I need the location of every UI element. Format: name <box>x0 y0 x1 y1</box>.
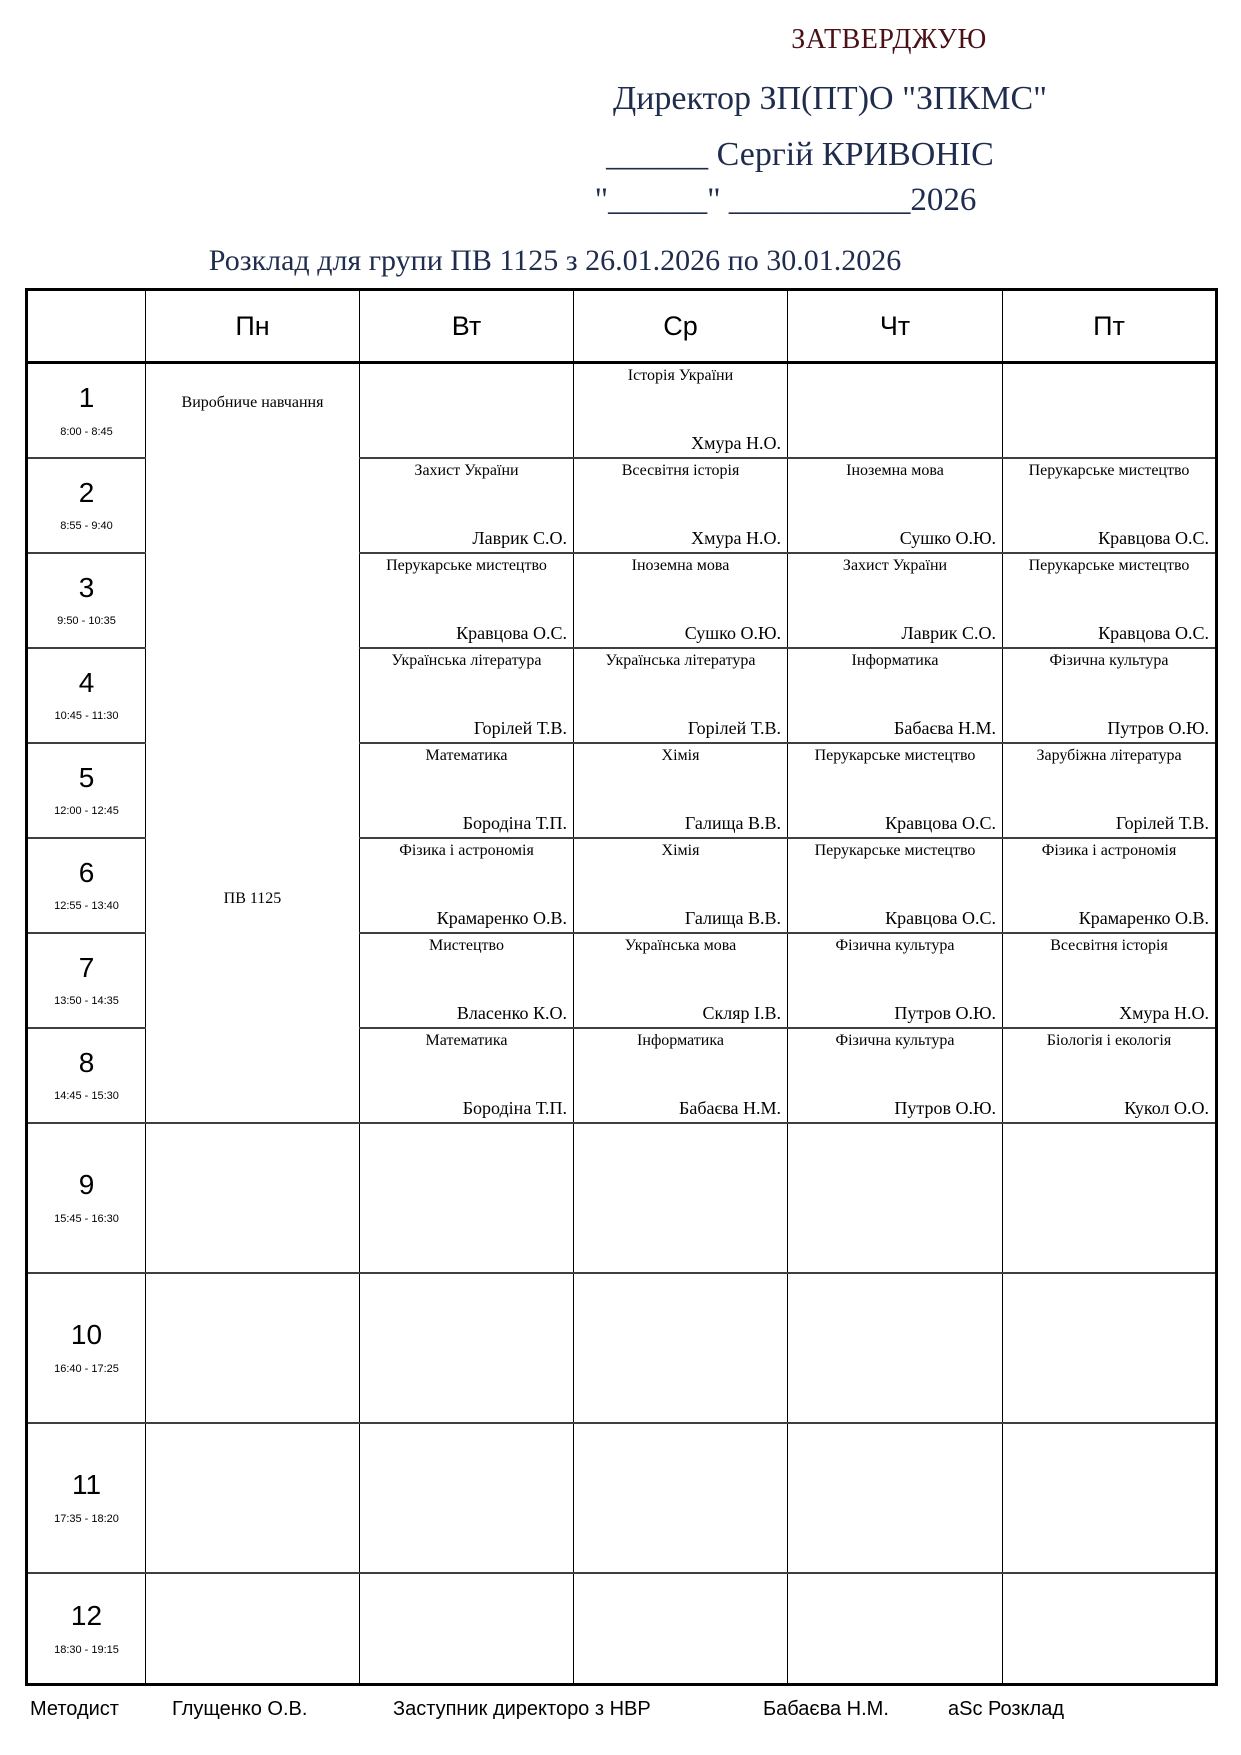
period-number: 9 <box>78 1169 95 1201</box>
lesson-subject: Інформатика <box>637 1031 724 1049</box>
lesson-cell-empty <box>574 1273 788 1423</box>
lesson-cell-empty <box>360 1423 574 1573</box>
lesson-cell <box>360 838 574 933</box>
lesson-teacher: Кравцова О.С. <box>1098 622 1209 643</box>
period-row-1 <box>27 363 1217 458</box>
lesson-cell-empty <box>360 1573 574 1685</box>
period-number: 2 <box>78 476 95 508</box>
lesson-subject: Фізика і астрономія <box>399 841 534 859</box>
lesson-cell-empty <box>146 1423 360 1573</box>
period-cell-10 <box>27 1273 146 1423</box>
period-cell-6 <box>27 838 146 933</box>
lesson-cell-empty <box>788 1423 1003 1573</box>
period-cell-3 <box>27 553 146 648</box>
director-title-line: Директор ЗП(ПТ)О "ЗПКМС" <box>613 80 1047 117</box>
lesson-cell <box>788 933 1003 1028</box>
lesson-subject: Фізика і астрономія <box>1041 841 1177 859</box>
lesson-teacher: Крамаренко О.В. <box>436 907 567 928</box>
footer-role-deputy-director: Заступник директоро з НВР <box>393 1698 651 1720</box>
lesson-cell <box>788 553 1003 648</box>
lesson-subject: Перукарське мистецтво <box>814 841 976 859</box>
lesson-teacher: Хмура Н.О. <box>1119 1002 1209 1023</box>
footer-deputy-director-name: Бабаєва Н.М. <box>763 1698 889 1720</box>
lesson-cell <box>1003 933 1217 1028</box>
signature-footer <box>0 1698 1241 1728</box>
period-row-11 <box>27 1423 1217 1573</box>
period-number: 11 <box>71 1469 102 1501</box>
lesson-cell-empty <box>574 1573 788 1685</box>
lesson-cell <box>788 1028 1003 1123</box>
lesson-subject: Українська література <box>605 651 756 669</box>
lesson-cell-empty <box>146 1273 360 1423</box>
lesson-subject: Зарубіжна література <box>1036 746 1182 764</box>
asc-timetables-brand: aSc Розклад <box>948 1698 1064 1720</box>
day-header-fri: Пт <box>1003 290 1217 363</box>
lesson-subject: Перукарське мистецтво <box>1028 556 1190 574</box>
lesson-cell <box>788 648 1003 743</box>
lesson-cell-empty <box>360 1273 574 1423</box>
lesson-subject: Перукарське мистецтво <box>814 746 976 764</box>
period-cell-11 <box>27 1423 146 1573</box>
period-cell-12 <box>27 1573 146 1685</box>
lesson-cell-empty <box>574 1423 788 1573</box>
period-cell-4 <box>27 648 146 743</box>
period-cell-9 <box>27 1123 146 1273</box>
lesson-teacher: Горілей Т.В. <box>687 717 781 738</box>
lesson-subject: Захист України <box>842 556 948 574</box>
lesson-teacher: Лаврик С.О. <box>901 622 996 643</box>
lesson-subject: Всесвітня історія <box>1050 936 1168 954</box>
period-time: 14:45 - 15:30 <box>54 1090 119 1103</box>
lesson-teacher: Бабаєва Н.М. <box>679 1097 781 1118</box>
director-signature-line: ______ Сергій КРИВОНІС <box>606 136 994 173</box>
lesson-cell-empty <box>146 1123 360 1273</box>
lesson-teacher: Галища В.В. <box>684 812 781 833</box>
time-column-header <box>27 290 146 363</box>
lesson-cell <box>788 743 1003 838</box>
lesson-teacher: Кравцова О.С. <box>885 907 996 928</box>
lesson-teacher: Бородіна Т.П. <box>462 812 567 833</box>
lesson-cell <box>1003 1028 1217 1123</box>
lesson-subject: Українська література <box>391 651 542 669</box>
lesson-teacher: Кравцова О.С. <box>456 622 567 643</box>
period-number: 5 <box>78 761 95 793</box>
day-header-row <box>27 290 1217 363</box>
lesson-subject: Мистецтво <box>429 936 504 954</box>
period-number: 8 <box>78 1046 95 1078</box>
monday-practical-training-cell <box>146 363 360 1123</box>
lesson-subject: Виробниче навчання <box>181 394 324 411</box>
lesson-subject: Фізична культура <box>1049 651 1169 669</box>
lesson-cell <box>360 458 574 553</box>
period-row-10 <box>27 1273 1217 1423</box>
lesson-cell <box>1003 458 1217 553</box>
lesson-subject: Іноземна мова <box>631 556 730 574</box>
lesson-subject: Біологія і екологія <box>1046 1031 1172 1049</box>
period-row-12 <box>27 1573 1217 1685</box>
lesson-cell-empty <box>1003 1123 1217 1273</box>
lesson-teacher: Власенко К.О. <box>456 1002 567 1023</box>
lesson-subject: Хімія <box>661 746 700 764</box>
lesson-subject: Перукарське мистецтво <box>386 556 547 574</box>
lesson-teacher: Сушко О.Ю. <box>684 622 781 643</box>
lesson-teacher: Бородіна Т.П. <box>462 1097 567 1118</box>
period-number: 12 <box>70 1599 103 1631</box>
lesson-cell <box>574 363 788 458</box>
lesson-cell-empty <box>1003 1573 1217 1685</box>
lesson-teacher: Путров О.Ю. <box>1107 717 1209 738</box>
lesson-teacher: Хмура Н.О. <box>691 432 781 453</box>
footer-methodist-name: Глущенко О.В. <box>172 1698 308 1720</box>
lesson-cell <box>1003 553 1217 648</box>
lesson-subject: Хімія <box>661 841 700 859</box>
lesson-cell <box>574 743 788 838</box>
lesson-cell-empty <box>1003 1423 1217 1573</box>
lesson-cell <box>360 648 574 743</box>
period-number: 4 <box>78 666 95 698</box>
period-time: 15:45 - 16:30 <box>54 1212 119 1225</box>
lesson-cell-empty <box>574 1123 788 1273</box>
lesson-subject: Іноземна мова <box>846 461 944 479</box>
lesson-group: ПВ 1125 <box>223 890 282 907</box>
lesson-cell <box>574 838 788 933</box>
period-number: 3 <box>78 571 95 603</box>
lesson-cell <box>574 933 788 1028</box>
lesson-teacher: Галища В.В. <box>684 907 781 928</box>
lesson-teacher: Бабаєва Н.М. <box>894 717 996 738</box>
period-time: 12:55 - 13:40 <box>54 900 119 913</box>
lesson-teacher: Сушко О.Ю. <box>899 527 996 548</box>
lesson-subject: Всесвітня історія <box>621 461 740 479</box>
lesson-subject: Перукарське мистецтво <box>1028 461 1190 479</box>
period-time: 13:50 - 14:35 <box>54 995 119 1008</box>
lesson-cell-empty <box>788 1273 1003 1423</box>
lesson-teacher: Кукол О.О. <box>1124 1097 1209 1118</box>
period-cell-8 <box>27 1028 146 1123</box>
period-cell-1 <box>27 363 146 458</box>
lesson-teacher: Горілей Т.В. <box>1115 812 1209 833</box>
lesson-teacher: Кравцова О.С. <box>885 812 996 833</box>
approval-stamp: ЗАТВЕРДЖУЮ <box>791 24 987 55</box>
period-time: 9:50 - 10:35 <box>57 615 116 628</box>
period-number: 1 <box>78 381 95 413</box>
lesson-cell-empty <box>146 1573 360 1685</box>
lesson-subject: Фізична культура <box>835 936 955 954</box>
lesson-teacher: Скляр І.В. <box>702 1002 781 1023</box>
lesson-cell <box>574 553 788 648</box>
period-cell-5 <box>27 743 146 838</box>
lesson-subject: Українська мова <box>624 936 737 954</box>
period-time: 8:00 - 8:45 <box>60 425 113 438</box>
day-header-thu: Чт <box>788 290 1003 363</box>
lesson-cell <box>574 648 788 743</box>
lesson-cell-empty <box>788 1573 1003 1685</box>
day-header-tue: Вт <box>360 290 574 363</box>
lesson-cell-empty <box>1003 1273 1217 1423</box>
lesson-cell-empty <box>1003 363 1217 458</box>
lesson-teacher: Кравцова О.С. <box>1098 527 1209 548</box>
lesson-teacher: Путров О.Ю. <box>894 1002 996 1023</box>
lesson-teacher: Путров О.Ю. <box>894 1097 996 1118</box>
lesson-cell-empty <box>360 1123 574 1273</box>
period-cell-7 <box>27 933 146 1028</box>
lesson-subject: Математика <box>425 746 508 764</box>
day-header-mon: Пн <box>146 290 360 363</box>
lesson-cell <box>360 743 574 838</box>
page-title: Розклад для групи ПВ 1125 з 26.01.2026 по 30.01.2026 <box>208 244 902 277</box>
lesson-cell <box>788 838 1003 933</box>
lesson-teacher: Хмура Н.О. <box>691 527 781 548</box>
lesson-teacher: Горілей Т.В. <box>473 717 567 738</box>
period-time: 17:35 - 18:20 <box>54 1512 119 1525</box>
lesson-subject: Фізична культура <box>835 1031 955 1049</box>
lesson-cell-empty <box>360 363 574 458</box>
schedule-table <box>25 288 1218 1686</box>
lesson-teacher: Крамаренко О.В. <box>1078 907 1209 928</box>
period-number: 7 <box>78 951 95 983</box>
lesson-cell <box>574 458 788 553</box>
lesson-subject: Інформатика <box>851 651 939 669</box>
lesson-cell-empty <box>788 363 1003 458</box>
period-time: 8:55 - 9:40 <box>60 520 113 533</box>
period-row-9 <box>27 1123 1217 1273</box>
lesson-teacher: Лаврик С.О. <box>472 527 567 548</box>
footer-role-methodist: Методист <box>30 1698 119 1720</box>
day-header-wed: Ср <box>574 290 788 363</box>
period-number: 10 <box>70 1319 103 1351</box>
lesson-cell <box>574 1028 788 1123</box>
lesson-cell <box>360 1028 574 1123</box>
lesson-subject: Захист України <box>414 461 519 479</box>
lesson-cell <box>360 553 574 648</box>
approval-date-line: "______" ___________2026 <box>594 182 977 218</box>
lesson-subject: Математика <box>425 1031 508 1049</box>
lesson-cell <box>1003 743 1217 838</box>
period-time: 12:00 - 12:45 <box>54 805 119 818</box>
lesson-cell <box>1003 838 1217 933</box>
lesson-cell <box>360 933 574 1028</box>
period-number: 6 <box>78 856 95 888</box>
period-cell-2 <box>27 458 146 553</box>
lesson-subject: Історія України <box>627 367 734 384</box>
period-time: 10:45 - 11:30 <box>54 710 119 723</box>
lesson-cell <box>788 458 1003 553</box>
lesson-cell-empty <box>788 1123 1003 1273</box>
lesson-cell <box>1003 648 1217 743</box>
period-time: 18:30 - 19:15 <box>54 1643 119 1656</box>
period-time: 16:40 - 17:25 <box>54 1362 119 1375</box>
